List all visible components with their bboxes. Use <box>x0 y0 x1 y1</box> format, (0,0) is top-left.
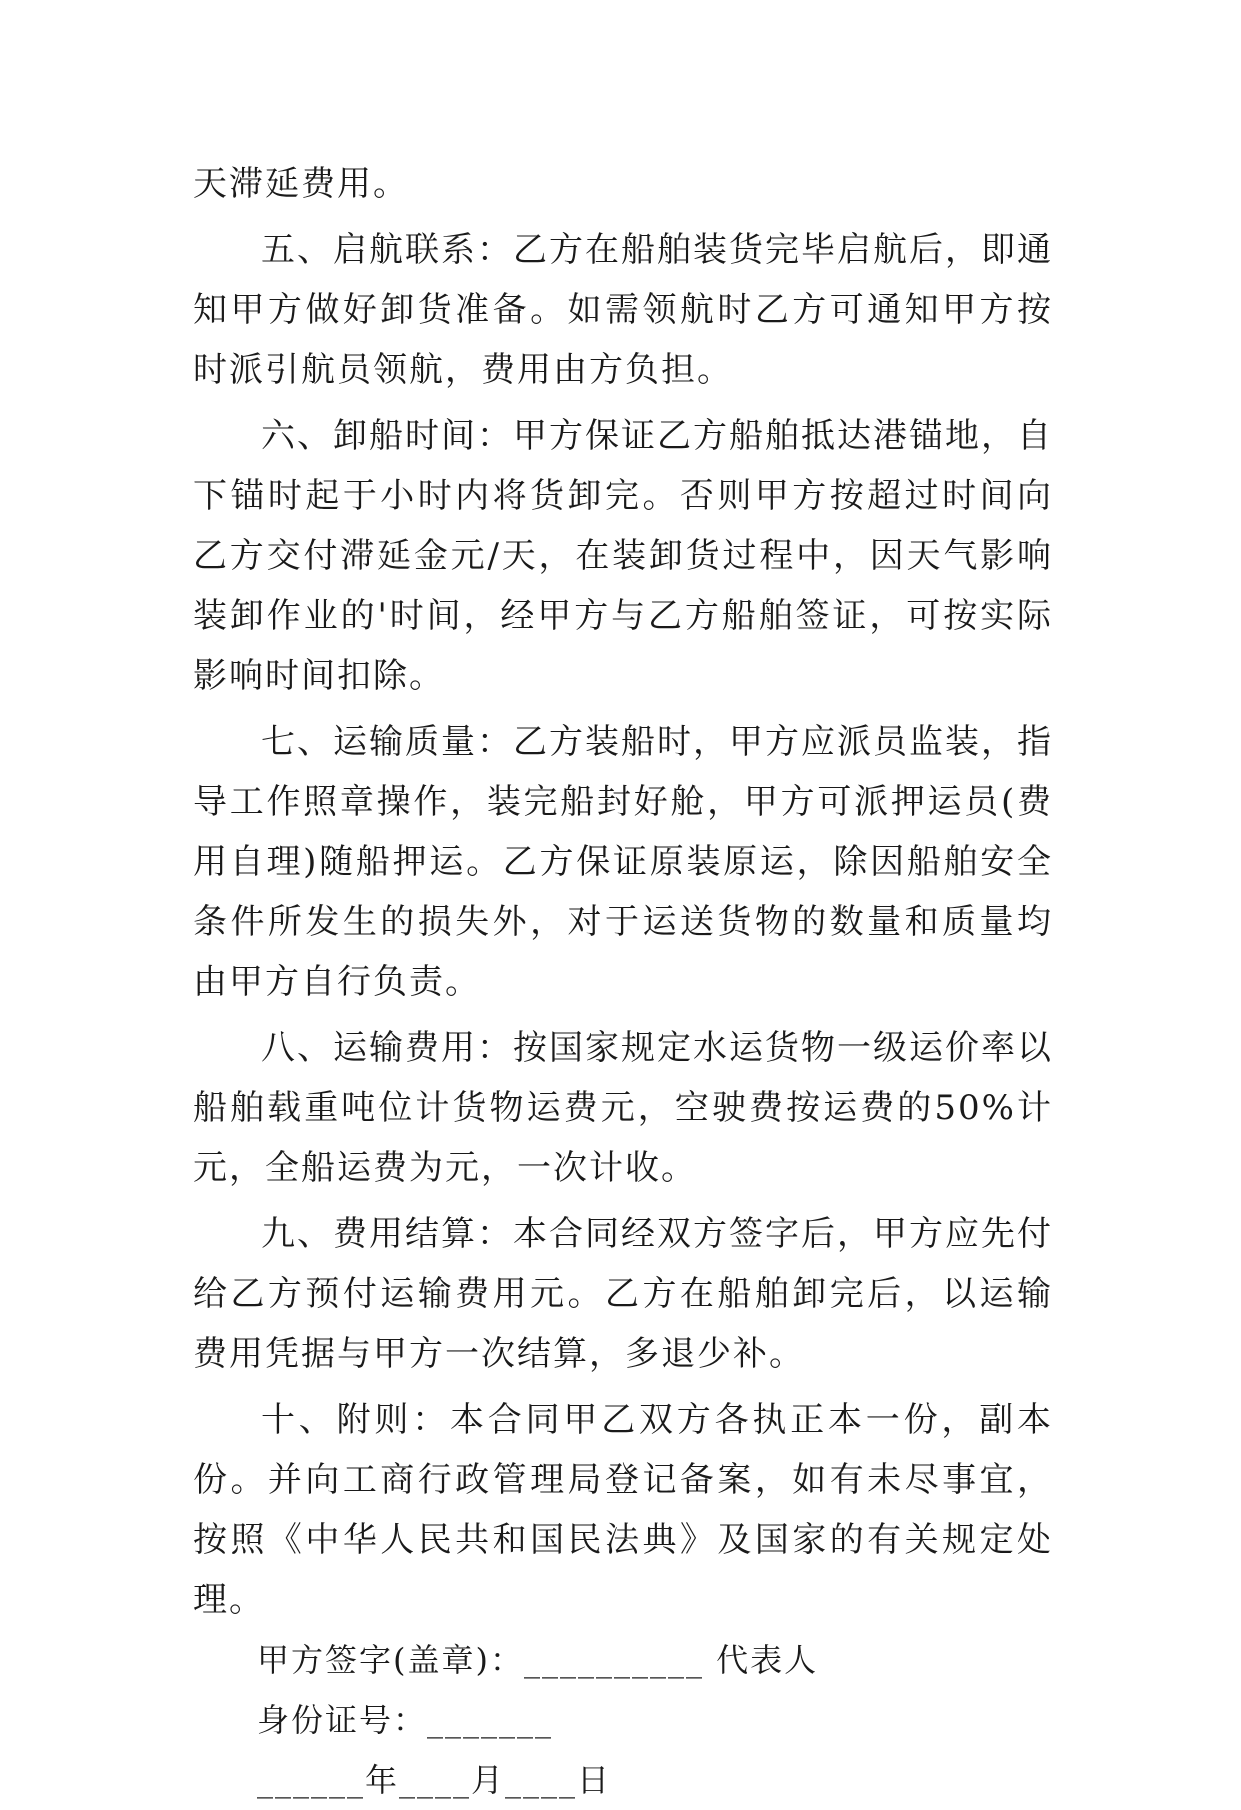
clause-10-supplementary: 十、附则：本合同甲乙双方各执正本一份，副本份。并向工商行政管理局登记备案，如有未尽事宜，按照《中华人民共和国民法典》及国家的有关规定处理。 <box>193 1400 1053 1620</box>
id-number-line: 身份证号：_______ <box>257 1701 554 1739</box>
clause-6-unloading-time: 六、卸船时间：甲方保证乙方船舶抵达港锚地，自下锚时起于小时内将货卸完。否则甲方按超过时间向乙方交付滞延金元/天，在装卸货过程中，因天气影响装卸作业的'时间，经甲方与乙方船舶签证，可按实际影响时间扣除。 <box>193 416 1053 696</box>
date-line: ______年____月____日 <box>257 1761 612 1799</box>
paragraph-continuation: 天滞延费用。 <box>193 164 409 204</box>
clause-8-transport-cost: 八、运输费用：按国家规定水运货物一级运价率以船舶载重吨位计货物运费元，空驶费按运费的50%计元，全船运费为元，一次计收。 <box>193 1028 1053 1188</box>
party-a-signature-line: 甲方签字(盖章)：__________ 代表人 <box>257 1641 819 1679</box>
clause-7-transport-quality: 七、运输质量：乙方装船时，甲方应派员监装，指导工作照章操作，装完船封好舱，甲方可派押运员(费用自理)随船押运。乙方保证原装原运，除因船舶安全条件所发生的损失外，对于运送货物的数量和质量均由甲方自行负责。 <box>193 722 1053 1002</box>
clause-9-cost-settlement: 九、费用结算：本合同经双方签字后，甲方应先付给乙方预付运输费用元。乙方在船舶卸完后，以运输费用凭据与甲方一次结算，多退少补。 <box>193 1214 1053 1374</box>
document-body <box>193 154 1053 1810</box>
clause-5-departure-contact: 五、启航联系：乙方在船舶装货完毕启航后，即通知甲方做好卸货准备。如需领航时乙方可通知甲方按时派引航员领航，费用由方负担。 <box>193 230 1053 390</box>
